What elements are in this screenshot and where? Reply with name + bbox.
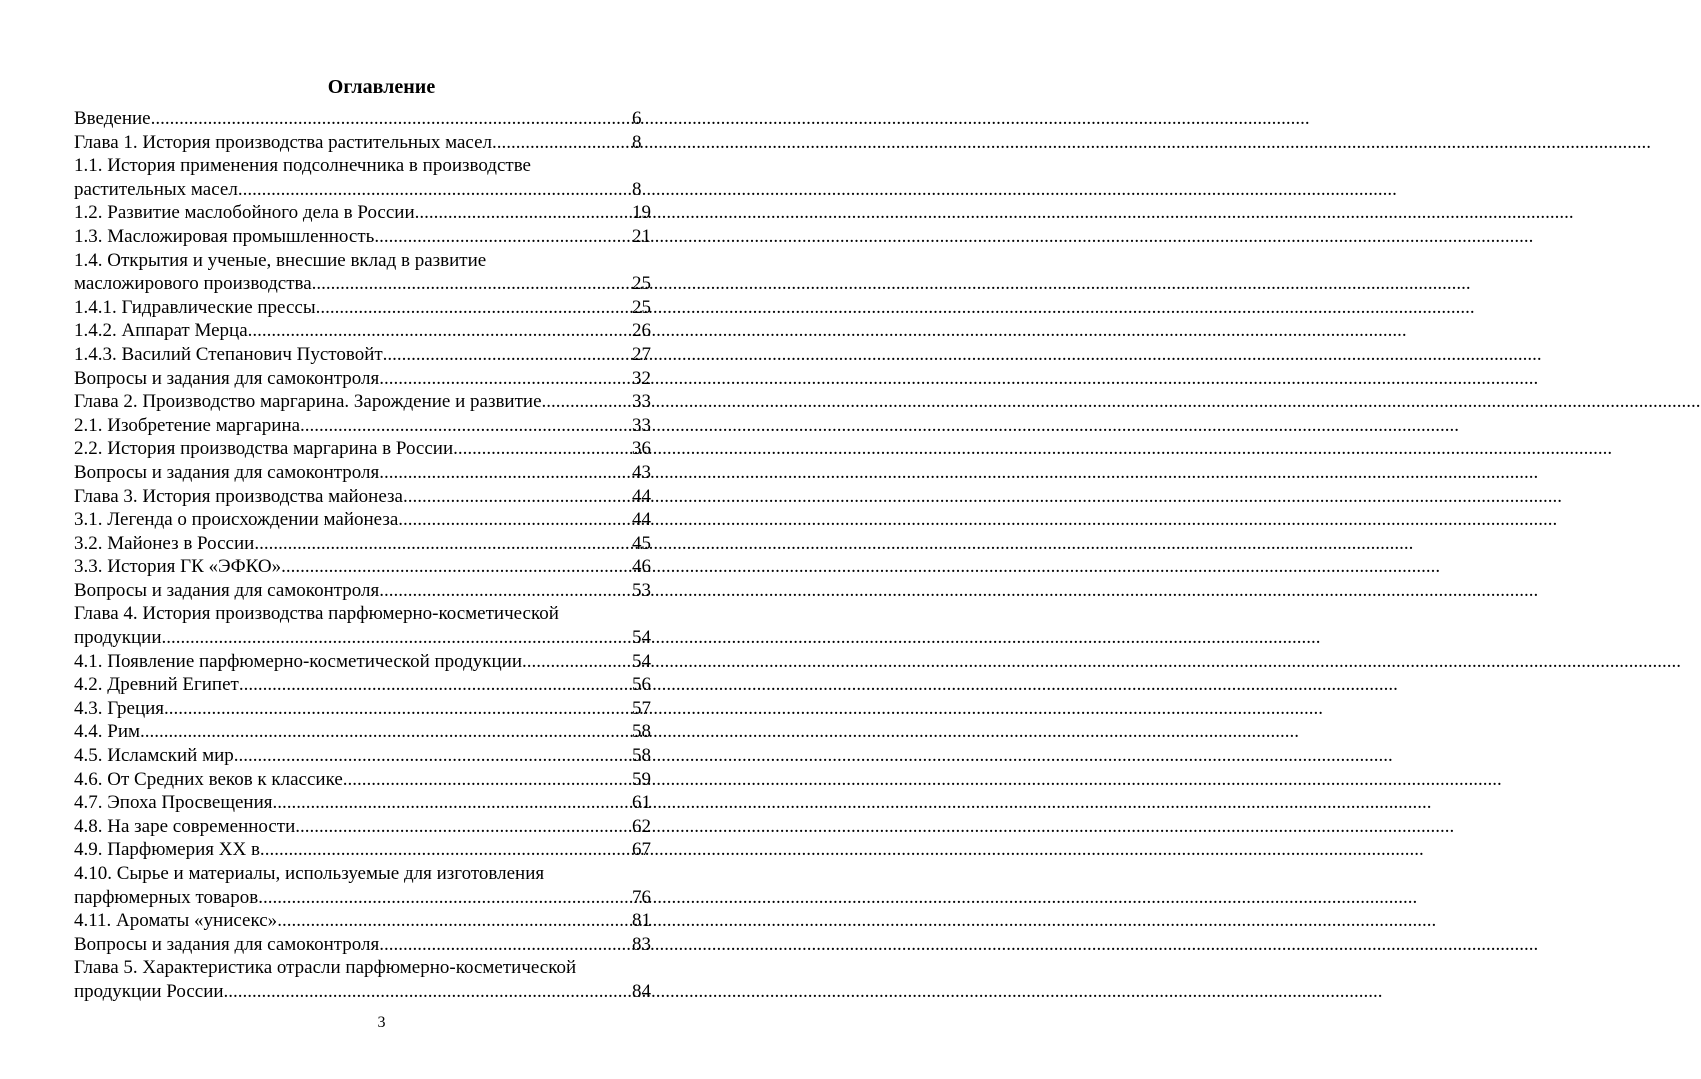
toc-entry bbox=[74, 673, 668, 697]
toc-entry-text: Вопросы и задания для самоконтроля bbox=[74, 461, 380, 483]
toc-page-number: 25 bbox=[632, 296, 651, 318]
toc-entry-line bbox=[74, 390, 668, 414]
toc-entry-text: 4.1. Появление парфюмерно-косметической продукции bbox=[74, 650, 523, 672]
toc-entry bbox=[74, 249, 668, 296]
toc-page-number: 6 bbox=[632, 108, 642, 129]
toc-entry-text: 1.4.1. Гидравлические прессы bbox=[74, 296, 316, 318]
toc-entry-text: продукции bbox=[74, 627, 162, 649]
dot-leader bbox=[239, 673, 624, 697]
toc-entry-text: 4.5. Исламский мир bbox=[74, 745, 234, 767]
toc-entry bbox=[74, 862, 668, 909]
dot-leader bbox=[140, 720, 624, 744]
toc-page-number: 76 bbox=[632, 886, 651, 908]
toc-page-number: 61 bbox=[632, 792, 651, 814]
toc-entry-text: продукции России bbox=[74, 980, 224, 1002]
dot-leader bbox=[300, 414, 624, 438]
dot-leader bbox=[403, 485, 624, 509]
toc-entry-line bbox=[74, 673, 668, 697]
toc-entry-line bbox=[74, 319, 668, 343]
dot-leader bbox=[295, 815, 624, 839]
toc-page-number: 54 bbox=[632, 650, 651, 672]
toc-entry bbox=[74, 650, 668, 674]
toc-entry bbox=[74, 791, 668, 815]
page-title: Оглавление bbox=[327, 76, 436, 98]
toc-entry bbox=[74, 437, 668, 461]
dot-leader bbox=[492, 131, 624, 155]
toc-page-number: 56 bbox=[632, 674, 651, 696]
toc-entry-text: 4.6. От Средних веков к классике bbox=[74, 768, 343, 790]
toc-entry-line bbox=[74, 437, 668, 461]
toc-entry-line bbox=[74, 555, 668, 579]
dot-leader bbox=[316, 296, 624, 320]
toc-entry-line bbox=[74, 579, 668, 603]
toc-entry-line bbox=[74, 178, 668, 202]
toc-page-number: 8 bbox=[632, 178, 642, 200]
toc-entry-text: растительных масел bbox=[74, 178, 238, 200]
toc-entry bbox=[74, 201, 668, 225]
toc-entry-text: 1.4.2. Аппарат Мерца bbox=[74, 320, 248, 342]
toc-entry bbox=[74, 815, 668, 839]
toc-entry-line bbox=[74, 272, 668, 296]
toc-page-number: 46 bbox=[632, 556, 651, 578]
toc-entry bbox=[74, 131, 668, 155]
toc-entry bbox=[74, 909, 668, 933]
toc-entry-text: 2.2. История производства маргарина в России bbox=[74, 438, 454, 460]
toc-entry bbox=[74, 744, 668, 768]
toc-entry-text: парфюмерных товаров bbox=[74, 886, 259, 908]
page-number: 3 bbox=[377, 1014, 386, 1031]
toc-entry-line bbox=[74, 720, 668, 744]
toc-entry-line bbox=[74, 768, 668, 792]
toc-page-number: 83 bbox=[632, 933, 651, 955]
toc-page-number: 43 bbox=[632, 461, 651, 483]
toc-entry-text: 1.3. Масложировая промышленность bbox=[74, 225, 375, 247]
toc-entry-line bbox=[74, 343, 668, 367]
dot-leader bbox=[258, 886, 624, 910]
toc-entry bbox=[74, 414, 668, 438]
toc-entry-text: 3.3. История ГК «ЭФКО» bbox=[74, 556, 282, 578]
dot-leader bbox=[379, 367, 624, 391]
toc-entry bbox=[74, 602, 668, 649]
dot-leader bbox=[522, 650, 624, 674]
toc-page-number: 27 bbox=[632, 343, 651, 365]
toc-entry bbox=[74, 367, 668, 391]
toc-entry-text: Вопросы и задания для самоконтроля bbox=[74, 579, 380, 601]
toc-entry bbox=[74, 225, 668, 249]
toc-entry-text: 4.8. На заре современности bbox=[74, 815, 296, 837]
toc-entry-text: 4.11. Ароматы «унисекс» bbox=[74, 910, 278, 932]
dot-leader bbox=[224, 980, 624, 1004]
dot-leader bbox=[238, 178, 624, 202]
dot-leader bbox=[415, 201, 624, 225]
toc-entry-line bbox=[74, 838, 668, 862]
dot-leader bbox=[151, 107, 624, 131]
toc-entry-text: 4.7. Эпоха Просвещения bbox=[74, 792, 273, 814]
toc-entry bbox=[74, 343, 668, 367]
dot-leader bbox=[379, 933, 624, 957]
dot-leader bbox=[542, 390, 624, 414]
toc-entry-line bbox=[74, 909, 668, 933]
dot-leader bbox=[254, 532, 624, 556]
dot-leader bbox=[272, 791, 624, 815]
dot-leader bbox=[379, 461, 624, 485]
toc-page-number: 67 bbox=[632, 839, 651, 861]
toc-entry bbox=[74, 390, 668, 414]
toc-page-number: 62 bbox=[632, 815, 651, 837]
toc-entry-line bbox=[74, 131, 668, 155]
toc-entry bbox=[74, 296, 668, 320]
toc-entry-text: Глава 3. История производства майонеза bbox=[74, 485, 403, 507]
toc-entry-line bbox=[74, 485, 668, 509]
toc-entry-line bbox=[74, 508, 668, 532]
toc-entry-line bbox=[74, 744, 668, 768]
toc-page-number: 25 bbox=[632, 273, 651, 295]
table-of-contents bbox=[74, 107, 668, 1004]
toc-page-number: 59 bbox=[632, 768, 651, 790]
toc-page-number: 36 bbox=[632, 438, 651, 460]
toc-page-number: 57 bbox=[632, 697, 651, 719]
toc-entry-text: 4.3. Греция bbox=[74, 697, 165, 719]
dot-leader bbox=[281, 555, 624, 579]
toc-entry-text: Глава 1. История производства растительных масел bbox=[74, 131, 492, 153]
dot-leader bbox=[277, 909, 624, 933]
toc-page-number: 53 bbox=[632, 579, 651, 601]
dot-leader bbox=[453, 437, 624, 461]
toc-page-number: 8 bbox=[632, 131, 642, 153]
toc-entry bbox=[74, 485, 668, 509]
toc-page-number: 26 bbox=[632, 320, 651, 342]
toc-entry bbox=[74, 838, 668, 862]
toc-entry-line bbox=[74, 367, 668, 391]
toc-entry-text: 3.1. Легенда о происхождении майонеза bbox=[74, 509, 399, 531]
toc-entry-line bbox=[74, 414, 668, 438]
toc-entry-text: Вопросы и задания для самоконтроля bbox=[74, 367, 380, 389]
toc-entry bbox=[74, 579, 668, 603]
dot-leader bbox=[312, 272, 624, 296]
dot-leader bbox=[343, 768, 624, 792]
toc-page-number: 21 bbox=[632, 225, 651, 247]
toc-entry bbox=[74, 720, 668, 744]
dot-leader bbox=[248, 319, 624, 343]
toc-entry-line bbox=[74, 107, 668, 131]
dot-leader bbox=[265, 838, 624, 862]
toc-page-number: 81 bbox=[632, 910, 651, 932]
toc-entry-text: 1.1. История применения подсолнечника в производстве bbox=[74, 155, 531, 177]
toc-entry bbox=[74, 697, 668, 721]
toc-entry-line bbox=[74, 815, 668, 839]
toc-entry-text: 1.4.3. Василий Степанович Пустовойт bbox=[74, 343, 383, 365]
toc-entry-text: 1.4. Открытия и ученые, внесшие вклад в развитие bbox=[74, 249, 487, 271]
toc-entry-line bbox=[74, 650, 668, 674]
toc-page-number: 33 bbox=[632, 414, 651, 436]
toc-entry-text: Вопросы и задания для самоконтроля bbox=[74, 933, 380, 955]
toc-page-number: 44 bbox=[632, 509, 651, 531]
toc-page-number: 19 bbox=[632, 202, 651, 224]
toc-entry-line bbox=[74, 697, 668, 721]
toc-entry-line bbox=[74, 296, 668, 320]
toc-page-number: 58 bbox=[632, 745, 651, 767]
toc-entry bbox=[74, 154, 668, 201]
toc-page-number: 54 bbox=[632, 627, 651, 649]
toc-entry-line bbox=[74, 225, 668, 249]
dot-leader bbox=[164, 697, 624, 721]
dot-leader bbox=[234, 744, 624, 768]
toc-entry bbox=[74, 319, 668, 343]
toc-entry-line bbox=[74, 791, 668, 815]
toc-page-number: 45 bbox=[632, 532, 651, 554]
toc-entry-text: масложирового производства bbox=[74, 273, 312, 295]
toc-entry-line bbox=[74, 980, 668, 1004]
dot-leader bbox=[162, 626, 624, 650]
toc-entry bbox=[74, 555, 668, 579]
dot-leader bbox=[379, 579, 624, 603]
toc-entry-text: Глава 2. Производство маргарина. Зарождение и развитие bbox=[74, 391, 542, 413]
toc-entry-text: 4.2. Древний Египет bbox=[74, 674, 239, 696]
toc-entry bbox=[74, 933, 668, 957]
toc-entry-line bbox=[74, 933, 668, 957]
toc-entry-text: 3.2. Майонез в России bbox=[74, 532, 255, 554]
toc-entry-text: Глава 4. История производства парфюмерно-косметической bbox=[74, 603, 559, 625]
dot-leader bbox=[383, 343, 624, 367]
toc-entry-line bbox=[74, 461, 668, 485]
toc-entry-text: 4.10. Сырье и материалы, используемые для изготовления bbox=[74, 863, 545, 884]
toc-entry bbox=[74, 956, 668, 1003]
toc-page-number: 44 bbox=[632, 485, 651, 507]
toc-entry-text: Введение bbox=[74, 108, 151, 129]
toc-page-number: 32 bbox=[632, 367, 651, 389]
toc-entry-text: 1.2. Развитие маслобойного дела в России bbox=[74, 202, 415, 224]
toc-page-number: 58 bbox=[632, 721, 651, 743]
toc-entry-line bbox=[74, 886, 668, 910]
toc-page-number: 84 bbox=[632, 980, 651, 1002]
toc-entry-text: 4.4. Рим bbox=[74, 721, 141, 743]
toc-entry-text: 4.9. Парфюмерия XX в. bbox=[74, 839, 265, 861]
toc-entry-text: Глава 5. Характеристика отрасли парфюмерно-косметической bbox=[74, 957, 577, 979]
toc-entry-line bbox=[74, 201, 668, 225]
toc-entry bbox=[74, 461, 668, 485]
dot-leader bbox=[398, 508, 624, 532]
toc-entry bbox=[74, 508, 668, 532]
dot-leader bbox=[374, 225, 624, 249]
toc-page-number: 33 bbox=[632, 391, 651, 413]
toc-entry-line bbox=[74, 626, 668, 650]
toc-entry-line bbox=[74, 532, 668, 556]
toc-entry bbox=[74, 768, 668, 792]
toc-entry bbox=[74, 107, 668, 131]
toc-entry bbox=[74, 532, 668, 556]
toc-entry-text: 2.1. Изобретение маргарина bbox=[74, 414, 301, 436]
